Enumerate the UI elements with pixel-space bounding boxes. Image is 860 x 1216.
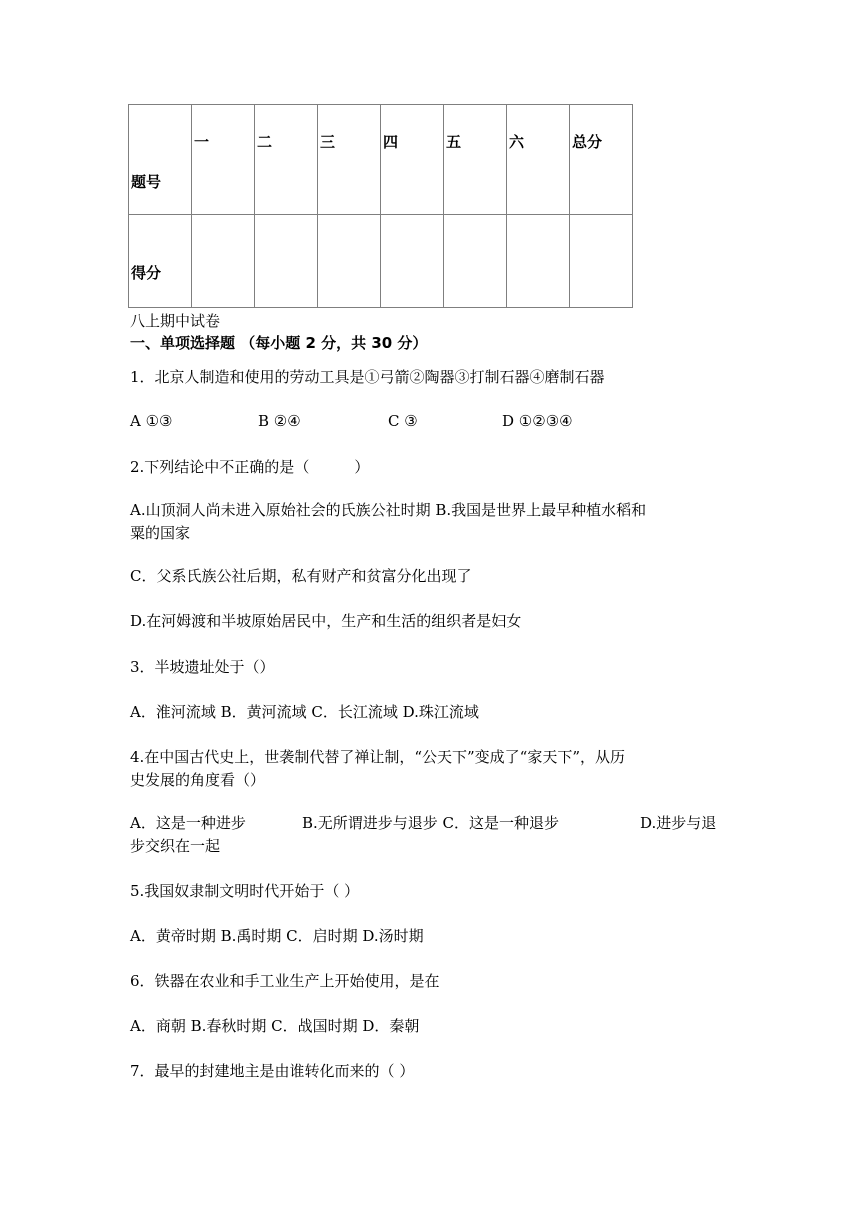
score-label: 得分 [129, 215, 192, 308]
q2-option-ab-line2: 粟的国家 [130, 524, 191, 542]
score-cell[interactable] [192, 215, 255, 308]
q4-option-d-line2: 步交织在一起 [130, 837, 221, 855]
q3-options: A．淮河流域 B．黄河流域 C．长江流域 D.珠江流域 [130, 703, 479, 721]
q4-options [130, 812, 742, 835]
q1-option-a: A ①③ [130, 412, 173, 430]
exam-title: 八上期中试卷 [130, 312, 221, 330]
q2-stem: 2.下列结论中不正确的是（ ） [130, 458, 370, 476]
q2-option-d: D.在河姆渡和半坡原始居民中，生产和生活的组织者是妇女 [130, 612, 522, 630]
q5-stem: 5.我国奴隶制文明时代开始于（ ） [130, 882, 360, 900]
q1-option-b: B ②④ [258, 412, 301, 430]
q5-options: A．黄帝时期 B.禹时期 C．启时期 D.汤时期 [130, 927, 424, 945]
score-cell[interactable] [255, 215, 318, 308]
score-table-header-row [129, 105, 633, 215]
column-3: 三 [318, 105, 381, 215]
q6-options: A．商朝 B.春秋时期 C．战国时期 D．秦朝 [130, 1017, 420, 1035]
score-cell[interactable] [318, 215, 381, 308]
q3-stem: 3．半坡遗址处于（） [130, 658, 275, 676]
exam-content [130, 310, 742, 1083]
column-4: 四 [381, 105, 444, 215]
score-table-score-row [129, 215, 633, 308]
score-cell[interactable] [381, 215, 444, 308]
column-1: 一 [192, 105, 255, 215]
question-number-label: 题号 [129, 105, 192, 215]
q1-option-d: D ①②③④ [502, 412, 573, 430]
q2-option-ab-line1: A.山顶洞人尚未进入原始社会的氏族公社时期 B.我国是世界上最早种植水稻和 [130, 501, 647, 519]
column-6: 六 [507, 105, 570, 215]
score-cell[interactable] [444, 215, 507, 308]
q4-option-a: A．这是一种进步 [130, 814, 246, 832]
q4-stem-line2: 史发展的角度看（） [130, 771, 266, 789]
q1-options [130, 410, 742, 433]
score-cell[interactable] [570, 215, 633, 308]
column-2: 二 [255, 105, 318, 215]
q4-option-bc: B.无所谓进步与退步 C．这是一种退步 [302, 814, 560, 832]
q7-stem: 7．最早的封建地主是由谁转化而来的（ ） [130, 1062, 415, 1080]
q1-option-c: C ③ [388, 412, 418, 430]
score-cell[interactable] [507, 215, 570, 308]
q2-option-c: C．父系氏族公社后期，私有财产和贫富分化出现了 [130, 567, 472, 585]
q1-stem: 1．北京人制造和使用的劳动工具是①弓箭②陶器③打制石器④磨制石器 [130, 368, 605, 386]
q4-option-d: D.进步与退 [640, 814, 717, 832]
section-heading: 一、单项选择题 （每小题 2 分，共 30 分） [130, 334, 428, 352]
score-table [128, 104, 633, 308]
column-total: 总分 [570, 105, 633, 215]
q4-stem-line1: 4.在中国古代史上，世袭制代替了禅让制，“公天下”变成了“家天下”，从历 [130, 748, 625, 766]
q6-stem: 6．铁器在农业和手工业生产上开始使用，是在 [130, 972, 440, 990]
column-5: 五 [444, 105, 507, 215]
